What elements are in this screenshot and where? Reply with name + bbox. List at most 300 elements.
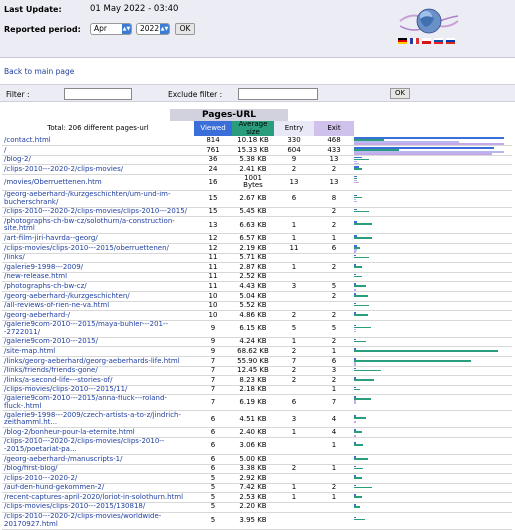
size-bar bbox=[354, 417, 366, 419]
table-row bbox=[2, 234, 512, 244]
entry-cell: 2 bbox=[274, 464, 314, 474]
average-size-cell: 2.20 KB bbox=[232, 502, 274, 512]
table-row bbox=[2, 428, 512, 438]
usage-bars-cell bbox=[354, 190, 512, 207]
page-url-link[interactable]: /clips-movies/clips-2010---2015/11/ bbox=[2, 385, 194, 395]
entry-cell: 3 bbox=[274, 282, 314, 292]
page-url-link[interactable]: /galerie9com-2010---2015/anna-fluck---roland-fluck-.html bbox=[2, 395, 194, 411]
page-url-link[interactable]: /clips-2010---2020-2/clips-movies/clips-2010---2015/ bbox=[2, 207, 194, 217]
table-row bbox=[2, 512, 512, 529]
usage-bars-cell bbox=[354, 347, 512, 357]
page-url-link[interactable]: /all-reviews-of-rien-ne-va.html bbox=[2, 301, 194, 311]
size-bar bbox=[354, 237, 372, 239]
entry-cell bbox=[274, 301, 314, 311]
filter-bar bbox=[0, 84, 515, 102]
average-size-cell: 4.43 KB bbox=[232, 282, 274, 292]
average-size-column-header: Average size bbox=[232, 121, 274, 136]
page-url-link[interactable]: /art-film-jiri-havrda--georg/ bbox=[2, 234, 194, 244]
page-url-link[interactable]: /photographs-ch-bw-cz/ bbox=[2, 282, 194, 292]
viewed-cell: 6 bbox=[194, 411, 232, 428]
size-bar bbox=[354, 350, 498, 352]
year-select[interactable]: 2022 ▲▼ bbox=[136, 23, 170, 35]
page-url-link[interactable]: /contact.html bbox=[2, 136, 194, 146]
table-row bbox=[2, 376, 512, 386]
page-url-link[interactable]: /links/a-second-life---stories-of/ bbox=[2, 376, 194, 386]
period-ok-button[interactable]: OK bbox=[175, 23, 195, 35]
usage-bars-cell bbox=[354, 320, 512, 337]
usage-bars-cell bbox=[354, 234, 512, 244]
exit-cell: 1 bbox=[314, 493, 354, 503]
exit-cell: 1 bbox=[314, 347, 354, 357]
page-url-link[interactable]: /links/friends/friends-gone/ bbox=[2, 366, 194, 376]
average-size-cell: 2.41 KB bbox=[232, 165, 274, 175]
viewed-cell: 10 bbox=[194, 292, 232, 302]
size-bar bbox=[354, 266, 362, 268]
entry-cell bbox=[274, 385, 314, 395]
viewed-cell: 6 bbox=[194, 464, 232, 474]
average-size-cell: 15.33 KB bbox=[232, 146, 274, 156]
exit-cell: 13 bbox=[314, 155, 354, 165]
viewed-cell: 10 bbox=[194, 301, 232, 311]
table-row bbox=[2, 385, 512, 395]
page-url-link[interactable]: /new-release.html bbox=[2, 272, 194, 282]
usage-bars-cell bbox=[354, 395, 512, 411]
usage-bars-cell bbox=[354, 454, 512, 464]
page-url-link[interactable]: /links/georg-aeberhard/georg-aeberhards-life.html bbox=[2, 357, 194, 367]
size-bar bbox=[354, 314, 368, 316]
average-size-cell: 1001 Bytes bbox=[232, 174, 274, 190]
last-update-label: Last Update: bbox=[4, 5, 62, 14]
viewed-cell: 11 bbox=[194, 282, 232, 292]
exit-cell bbox=[314, 502, 354, 512]
page-url-link[interactable]: /clips-2010---2020-2/clips-movies/worldwide-20170927.html bbox=[2, 512, 194, 529]
exclude-filter-input[interactable] bbox=[238, 88, 318, 100]
average-size-cell: 6.57 KB bbox=[232, 234, 274, 244]
usage-bars-cell bbox=[354, 263, 512, 273]
french-flag-icon[interactable] bbox=[410, 38, 419, 44]
header-panel bbox=[0, 0, 515, 58]
usage-bars-cell bbox=[354, 464, 512, 474]
entry-cell bbox=[274, 474, 314, 484]
size-bar bbox=[354, 458, 368, 460]
table-row bbox=[2, 253, 512, 263]
viewed-cell: 15 bbox=[194, 207, 232, 217]
exit-bar bbox=[354, 331, 356, 333]
usage-bars-cell bbox=[354, 502, 512, 512]
entry-cell: 6 bbox=[274, 395, 314, 411]
viewed-cell: 6 bbox=[194, 454, 232, 464]
size-bar bbox=[354, 285, 366, 287]
average-size-cell: 2.18 KB bbox=[232, 385, 274, 395]
exit-cell: 6 bbox=[314, 244, 354, 254]
page-url-link[interactable]: /galerie9com-2010---2015/ bbox=[2, 337, 194, 347]
filter-label: Filter : bbox=[6, 90, 30, 99]
table-row bbox=[2, 136, 512, 146]
average-size-cell: 6.15 KB bbox=[232, 320, 274, 337]
viewed-cell: 5 bbox=[194, 493, 232, 503]
average-size-cell: 2.52 KB bbox=[232, 272, 274, 282]
exit-cell: 2 bbox=[314, 292, 354, 302]
usage-bars-cell bbox=[354, 385, 512, 395]
entry-cell bbox=[274, 502, 314, 512]
viewed-cell: 7 bbox=[194, 395, 232, 411]
average-size-cell: 55.90 KB bbox=[232, 357, 274, 367]
exit-cell: 7 bbox=[314, 395, 354, 411]
viewed-cell: 15 bbox=[194, 190, 232, 207]
table-row bbox=[2, 146, 512, 156]
table-header-row bbox=[2, 121, 512, 136]
viewed-cell: 10 bbox=[194, 311, 232, 321]
size-bar bbox=[354, 341, 366, 343]
average-size-cell: 4.51 KB bbox=[232, 411, 274, 428]
viewed-cell: 814 bbox=[194, 136, 232, 146]
table-row bbox=[2, 437, 512, 454]
page-url-link[interactable]: /blog-2/bonheur-pour-la-eternite.html bbox=[2, 428, 194, 438]
usage-bars-cell bbox=[354, 146, 512, 156]
entry-cell: 330 bbox=[274, 136, 314, 146]
reported-period-label: Reported period: bbox=[4, 25, 81, 34]
table-row bbox=[2, 190, 512, 207]
usage-bars-cell bbox=[354, 474, 512, 484]
usage-bars-cell bbox=[354, 253, 512, 263]
exit-bar bbox=[354, 421, 356, 423]
page-url-link[interactable]: /clips-2010---2020-2/clips-movies/clips-2010---2015/poetariat-pa... bbox=[2, 437, 194, 454]
exit-cell: 4 bbox=[314, 411, 354, 428]
exclude-filter-label: Exclude filter : bbox=[168, 90, 223, 99]
entry-cell: 9 bbox=[274, 155, 314, 165]
page-url-link[interactable]: /blog/first-blog/ bbox=[2, 464, 194, 474]
table-row bbox=[2, 165, 512, 175]
language-flags bbox=[398, 38, 455, 44]
average-size-cell: 8.23 KB bbox=[232, 376, 274, 386]
chevron-down-icon: ▲▼ bbox=[160, 26, 169, 32]
page-url-link[interactable]: /galerie9-1998---2009/ bbox=[2, 263, 194, 273]
table-row bbox=[2, 174, 512, 190]
usage-bars-cell bbox=[354, 282, 512, 292]
average-size-cell: 2.53 KB bbox=[232, 493, 274, 503]
average-size-cell: 6.19 KB bbox=[232, 395, 274, 411]
exit-cell: 2 bbox=[314, 311, 354, 321]
usage-bars-cell bbox=[354, 165, 512, 175]
exit-cell bbox=[314, 512, 354, 529]
exit-cell: 13 bbox=[314, 174, 354, 190]
average-size-cell: 3.95 KB bbox=[232, 512, 274, 529]
page-url-link[interactable]: /clips-2010---2020-2/ bbox=[2, 474, 194, 484]
viewed-cell: 7 bbox=[194, 385, 232, 395]
table-row bbox=[2, 301, 512, 311]
entry-cell: 1 bbox=[274, 428, 314, 438]
page-url-link[interactable]: /clips-movies/clips-2010---2015/130818/ bbox=[2, 502, 194, 512]
average-size-cell: 6.63 KB bbox=[232, 217, 274, 234]
entry-cell bbox=[274, 253, 314, 263]
exit-cell: 1 bbox=[314, 385, 354, 395]
size-bar bbox=[354, 487, 372, 489]
czech-flag-icon[interactable] bbox=[422, 38, 431, 44]
viewed-cell: 761 bbox=[194, 146, 232, 156]
entry-cell: 2 bbox=[274, 347, 314, 357]
exit-cell: 5 bbox=[314, 282, 354, 292]
size-bar bbox=[354, 379, 374, 381]
average-size-cell: 2.87 KB bbox=[232, 263, 274, 273]
usage-bars-cell bbox=[354, 483, 512, 493]
exit-cell: 8 bbox=[314, 190, 354, 207]
usage-bars-cell bbox=[354, 292, 512, 302]
viewed-cell: 5 bbox=[194, 502, 232, 512]
entry-cell: 2 bbox=[274, 311, 314, 321]
page-url-link[interactable]: /photographs-ch-bw-cz/solothurn/a-construction-site.html bbox=[2, 217, 194, 234]
filter-ok-button[interactable]: OK bbox=[390, 88, 410, 99]
entry-cell bbox=[274, 437, 314, 454]
table-row bbox=[2, 282, 512, 292]
exit-cell bbox=[314, 474, 354, 484]
usage-bars-cell bbox=[354, 337, 512, 347]
entry-cell: 1 bbox=[274, 234, 314, 244]
exit-cell: 5 bbox=[314, 320, 354, 337]
average-size-cell: 4.86 KB bbox=[232, 311, 274, 321]
exit-cell bbox=[314, 272, 354, 282]
usage-bars-cell bbox=[354, 437, 512, 454]
month-select[interactable]: Apr ▲▼ bbox=[90, 23, 132, 35]
size-bar bbox=[354, 211, 369, 213]
size-bar bbox=[354, 519, 365, 521]
viewed-cell: 36 bbox=[194, 155, 232, 165]
total-pages-header: Total: 206 different pages-url bbox=[47, 123, 149, 132]
viewed-cell: 12 bbox=[194, 234, 232, 244]
viewed-cell: 5 bbox=[194, 474, 232, 484]
back-to-main-link[interactable]: Back to main page bbox=[4, 67, 75, 76]
page-url-link[interactable]: /blog-2/ bbox=[2, 155, 194, 165]
table-row bbox=[2, 207, 512, 217]
page-url-link[interactable]: /georg-aeberhard-/kurzgeschichten/ bbox=[2, 292, 194, 302]
table-row bbox=[2, 483, 512, 493]
viewed-cell: 16 bbox=[194, 174, 232, 190]
exit-cell: 433 bbox=[314, 146, 354, 156]
exit-bar bbox=[354, 201, 357, 203]
entry-cell: 1 bbox=[274, 493, 314, 503]
table-row bbox=[2, 395, 512, 411]
entry-cell: 1 bbox=[274, 483, 314, 493]
page-url-link[interactable]: /georg-aeberhard-/ bbox=[2, 311, 194, 321]
entry-cell: 1 bbox=[274, 263, 314, 273]
table-row bbox=[2, 502, 512, 512]
page-url-link[interactable]: /clips-movies/clips-2010---2015/oberruettenen/ bbox=[2, 244, 194, 254]
entry-cell: 2 bbox=[274, 366, 314, 376]
size-bar bbox=[354, 370, 381, 372]
usage-bars-cell bbox=[354, 411, 512, 428]
table-title: Pages-URL bbox=[170, 109, 288, 121]
size-bar bbox=[354, 168, 362, 170]
exit-cell: 468 bbox=[314, 136, 354, 146]
table-row bbox=[2, 311, 512, 321]
average-size-cell: 5.04 KB bbox=[232, 292, 274, 302]
entry-cell bbox=[274, 292, 314, 302]
exit-cell: 1 bbox=[314, 464, 354, 474]
size-bar bbox=[354, 360, 471, 362]
size-bar bbox=[354, 257, 369, 259]
exit-cell: 2 bbox=[314, 483, 354, 493]
usage-bars-cell bbox=[354, 136, 512, 146]
page-url-link[interactable]: /links/ bbox=[2, 253, 194, 263]
usage-bars-cell bbox=[354, 366, 512, 376]
usage-bars-cell bbox=[354, 155, 512, 165]
table-row bbox=[2, 357, 512, 367]
viewed-cell: 24 bbox=[194, 165, 232, 175]
page-url-link[interactable]: /recent-captures-april-2020/loriot-in-solothurn.html bbox=[2, 493, 194, 503]
average-size-cell: 12.45 KB bbox=[232, 366, 274, 376]
average-size-cell: 5.45 KB bbox=[232, 207, 274, 217]
exit-cell: 6 bbox=[314, 357, 354, 367]
entry-cell: 6 bbox=[274, 190, 314, 207]
page-url-link[interactable]: /site-map.html bbox=[2, 347, 194, 357]
exit-column-header: Exit bbox=[314, 121, 354, 136]
exit-cell bbox=[314, 301, 354, 311]
exit-cell: 2 bbox=[314, 207, 354, 217]
average-size-cell: 2.40 KB bbox=[232, 428, 274, 438]
entry-cell: 1 bbox=[274, 337, 314, 347]
average-size-cell: 4.24 KB bbox=[232, 337, 274, 347]
size-bar bbox=[354, 431, 362, 433]
page-url-link[interactable]: /movies/Oberruettenen.htm bbox=[2, 174, 194, 190]
awstats-globe-logo bbox=[398, 4, 460, 38]
average-size-cell: 3.38 KB bbox=[232, 464, 274, 474]
viewed-cell: 12 bbox=[194, 244, 232, 254]
viewed-cell: 11 bbox=[194, 263, 232, 273]
average-size-cell: 2.19 KB bbox=[232, 244, 274, 254]
size-bar bbox=[354, 295, 368, 297]
size-bar bbox=[354, 496, 362, 498]
exit-cell: 2 bbox=[314, 263, 354, 273]
viewed-cell: 13 bbox=[194, 217, 232, 234]
usage-bars-cell bbox=[354, 376, 512, 386]
entry-cell: 2 bbox=[274, 376, 314, 386]
average-size-cell: 10.18 KB bbox=[232, 136, 274, 146]
entry-cell bbox=[274, 454, 314, 464]
table-row bbox=[2, 337, 512, 347]
usage-bars-cell bbox=[354, 217, 512, 234]
page-url-link[interactable]: /georg-aeberhard-/manuscripts-1/ bbox=[2, 454, 194, 464]
usage-bars-cell bbox=[354, 512, 512, 529]
table-row bbox=[2, 464, 512, 474]
chevron-down-icon: ▲▼ bbox=[122, 26, 131, 32]
average-size-cell: 7.42 KB bbox=[232, 483, 274, 493]
page-url-link[interactable]: /auf-den-hund-gekommen-2/ bbox=[2, 483, 194, 493]
table-row bbox=[2, 474, 512, 484]
average-size-cell: 68.62 KB bbox=[232, 347, 274, 357]
size-bar bbox=[354, 305, 369, 307]
average-size-cell: 5.52 KB bbox=[232, 301, 274, 311]
page-url-link[interactable]: /galerie9-1998---2009/czech-artists-a-to-z/jindrich-zeithamml.ht... bbox=[2, 411, 194, 428]
average-size-cell: 2.92 KB bbox=[232, 474, 274, 484]
viewed-cell: 11 bbox=[194, 272, 232, 282]
usage-bars-cell bbox=[354, 301, 512, 311]
size-bar bbox=[354, 444, 363, 446]
entry-cell: 11 bbox=[274, 244, 314, 254]
usage-bars-cell bbox=[354, 174, 512, 190]
average-size-cell: 5.38 KB bbox=[232, 155, 274, 165]
pages-url-table bbox=[2, 121, 512, 530]
usage-bars-cell bbox=[354, 311, 512, 321]
entry-cell: 1 bbox=[274, 217, 314, 234]
usage-bars-cell bbox=[354, 207, 512, 217]
viewed-cell: 6 bbox=[194, 437, 232, 454]
average-size-cell: 5.00 KB bbox=[232, 454, 274, 464]
viewed-cell: 9 bbox=[194, 347, 232, 357]
viewed-cell: 9 bbox=[194, 337, 232, 347]
viewed-cell: 6 bbox=[194, 428, 232, 438]
exit-cell: 2 bbox=[314, 217, 354, 234]
exit-cell bbox=[314, 253, 354, 263]
german-flag-icon[interactable] bbox=[398, 38, 407, 44]
table-row bbox=[2, 366, 512, 376]
viewed-cell: 7 bbox=[194, 366, 232, 376]
entry-cell: 2 bbox=[274, 165, 314, 175]
entry-cell bbox=[274, 272, 314, 282]
exit-bar bbox=[354, 402, 356, 404]
page-url-link[interactable]: / bbox=[2, 146, 194, 156]
average-size-cell: 5.71 KB bbox=[232, 253, 274, 263]
viewed-column-header: Viewed bbox=[194, 121, 232, 136]
exit-cell: 2 bbox=[314, 337, 354, 347]
viewed-cell: 9 bbox=[194, 320, 232, 337]
size-bar bbox=[354, 389, 360, 391]
slovak-flag-icon[interactable] bbox=[434, 38, 443, 44]
usage-bars-cell bbox=[354, 272, 512, 282]
exit-bar bbox=[354, 182, 359, 184]
viewed-cell: 5 bbox=[194, 483, 232, 493]
entry-cell: 5 bbox=[274, 320, 314, 337]
viewed-cell: 5 bbox=[194, 512, 232, 529]
size-bar bbox=[354, 398, 371, 400]
size-bar bbox=[354, 477, 362, 479]
exit-cell: 1 bbox=[314, 437, 354, 454]
russian-flag-icon[interactable] bbox=[446, 38, 455, 44]
viewed-cell: 7 bbox=[194, 357, 232, 367]
table-row bbox=[2, 272, 512, 282]
entry-cell bbox=[274, 207, 314, 217]
usage-bars-cell bbox=[354, 357, 512, 367]
table-row bbox=[2, 320, 512, 337]
table-row bbox=[2, 263, 512, 273]
entry-column-header: Entry bbox=[274, 121, 314, 136]
filter-input[interactable] bbox=[64, 88, 132, 100]
size-bar bbox=[354, 223, 372, 225]
entry-cell: 7 bbox=[274, 357, 314, 367]
exit-cell: 3 bbox=[314, 366, 354, 376]
usage-bars-cell bbox=[354, 428, 512, 438]
exit-cell: 1 bbox=[314, 234, 354, 244]
exit-bar bbox=[354, 143, 504, 145]
page-url-link[interactable]: /georg-aeberhard-/kurzgeschichten/um-und-im-bucherschrank/ bbox=[2, 190, 194, 207]
usage-bars-cell bbox=[354, 244, 512, 254]
viewed-cell: 7 bbox=[194, 376, 232, 386]
entry-cell bbox=[274, 512, 314, 529]
table-row bbox=[2, 454, 512, 464]
page-url-link[interactable]: /clips-2010---2020-2/clips-movies/ bbox=[2, 165, 194, 175]
entry-cell: 13 bbox=[274, 174, 314, 190]
average-size-cell: 3.06 KB bbox=[232, 437, 274, 454]
entry-cell: 3 bbox=[274, 411, 314, 428]
table-row bbox=[2, 244, 512, 254]
average-size-cell: 2.67 KB bbox=[232, 190, 274, 207]
size-bar bbox=[354, 506, 360, 508]
table-row bbox=[2, 217, 512, 234]
table-row bbox=[2, 347, 512, 357]
size-bar bbox=[354, 276, 362, 278]
size-bar bbox=[354, 468, 363, 470]
usage-bars-cell bbox=[354, 493, 512, 503]
page-url-link[interactable]: /galerie9com-2010---2015/maya-buhler---201---2722011/ bbox=[2, 320, 194, 337]
table-row bbox=[2, 493, 512, 503]
